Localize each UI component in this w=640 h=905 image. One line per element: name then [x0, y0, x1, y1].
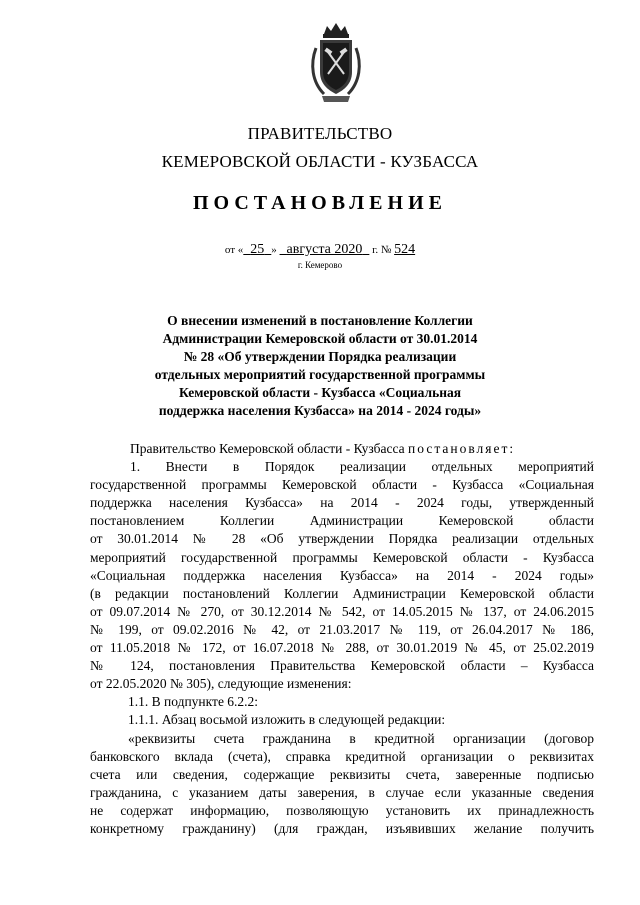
number-label: №	[380, 244, 392, 256]
date-month-year: августа 2020	[286, 242, 363, 257]
para1-line: от 09.07.2014 № 270, от 30.12.2014 № 542, от 14.05.2015 № 137, от 24.06.2015	[90, 603, 594, 619]
quote-line: не содержат информацию, позволяющую установить их принадлежность	[90, 802, 594, 818]
date-year-suffix: г.	[372, 244, 379, 256]
document-body	[90, 440, 594, 838]
quote-line: конкретному гражданину) (для граждан, изъявивших желание получить	[90, 820, 594, 836]
para1-line: 1. Внести в Порядок реализации отдельных мероприятий	[130, 459, 594, 475]
para1-line: постановлением Коллегии Администрации Кемеровской области	[90, 513, 594, 529]
para1-line: № 124, постановления Правительства Кемеровской области – Кузбасса	[90, 658, 594, 674]
org-name-line1: ПРАВИТЕЛЬСТВО	[247, 124, 393, 143]
title-line: Кемеровской области - Кузбасса «Социальная	[178, 385, 462, 400]
para1-line: № 199, от 09.02.2016 № 42, от 21.03.2017 № 119, от 26.04.2017 № 186,	[90, 621, 594, 637]
date-number-line	[0, 242, 640, 258]
org-name-line2: КЕМЕРОВСКОЙ ОБЛАСТИ - КУЗБАССА	[161, 152, 479, 171]
title-line: отдельных мероприятий государственной программы	[154, 367, 486, 382]
para1-line: от 30.01.2014 № 28 «Об утверждении Порядка реализации отдельных	[90, 531, 594, 547]
para1-line: «Социальная поддержка населения Кузбасса» на 2014 - 2024 годы»	[90, 567, 594, 583]
document-subject-title	[120, 312, 520, 420]
quote-line: банковского вклада (счета), справка кредитной организации о реквизитах	[90, 748, 594, 764]
item-1-1: 1.1. В подпункте 6.2.2:	[128, 694, 259, 710]
para1-line: поддержка населения Кузбасса» на 2014 - 2024 годы, утвержденный	[90, 495, 594, 511]
title-line: поддержка населения Кузбасса» на 2014 - 2024 годы»	[158, 403, 482, 418]
para1-line: мероприятий государственной программы Кемеровской области - Кузбасса	[90, 549, 594, 565]
quote-line: счета или сведения, содержащие реквизиты счета, заверенные подписью	[90, 766, 594, 782]
title-line: Администрации Кемеровской области от 30.01.2014	[162, 331, 478, 346]
para1-line: от 22.05.2020 № 305), следующие изменения:	[90, 676, 352, 692]
quote-line: гражданина, с указанием даты заверения, в случае если указанные сведения	[90, 784, 594, 800]
city-label: г. Кемерово	[297, 260, 343, 270]
intro-paragraph: Правительство Кемеровской области - Кузбасса постановляет:	[130, 441, 516, 456]
para1-line: (в редакции постановлений Коллегии Администрации Кемеровской области	[90, 585, 594, 601]
title-line: О внесении изменений в постановление Коллегии	[167, 313, 473, 328]
para1-line: государственной программы Кемеровской области - Кузбасса «Социальная	[90, 477, 594, 493]
para1-line: от 11.05.2018 № 172, от 16.07.2018 № 288, от 30.01.2019 № 45, от 25.02.2019	[90, 640, 594, 656]
document-type-title: ПОСТАНОВЛЕНИЕ	[193, 192, 447, 214]
date-day: 25	[250, 242, 265, 257]
date-close-quote: »	[271, 244, 277, 256]
item-1-1-1: 1.1.1. Абзац восьмой изложить в следующей редакции:	[128, 712, 446, 728]
title-line: № 28 «Об утверждении Порядка реализации	[183, 349, 457, 364]
coat-of-arms-icon	[308, 20, 364, 104]
date-from-label: от «	[224, 244, 244, 256]
quote-line: «реквизиты счета гражданина в кредитной организации (договор	[128, 730, 594, 746]
document-number: 524	[394, 242, 416, 257]
